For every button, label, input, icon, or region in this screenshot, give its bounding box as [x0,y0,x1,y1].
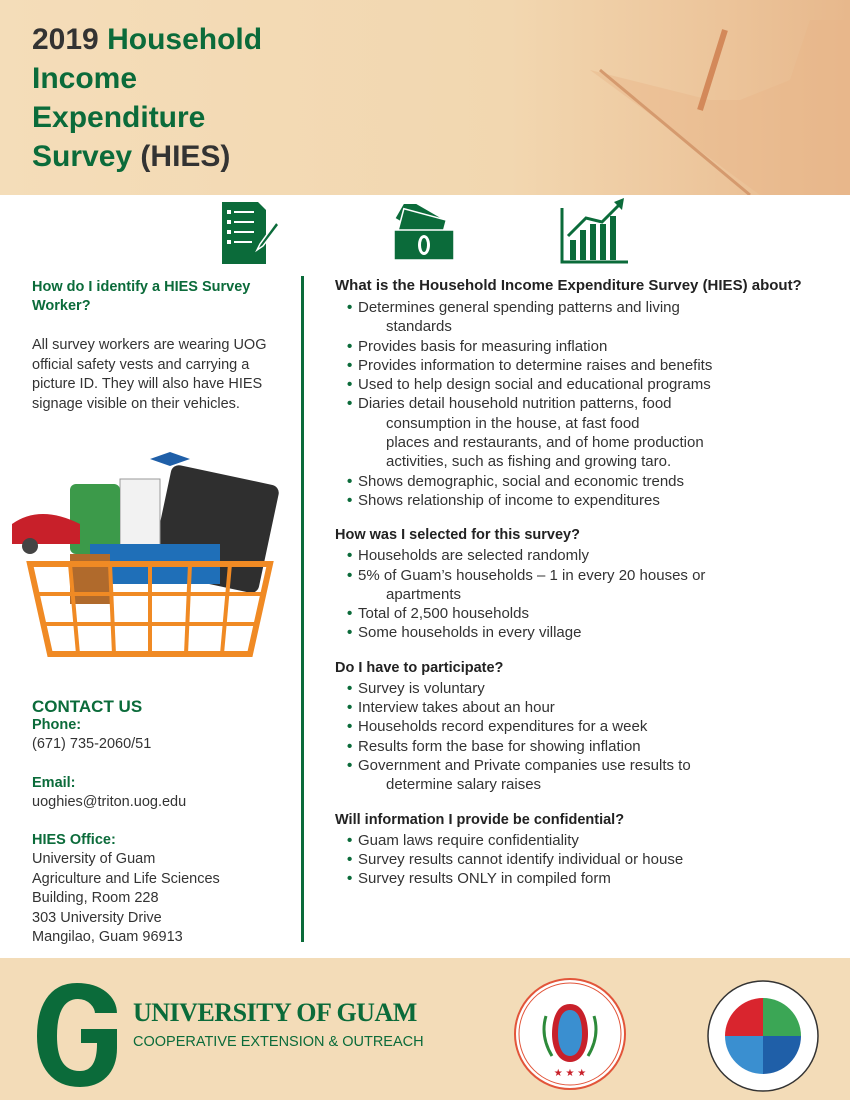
list-item [347,717,815,736]
uog-subtitle: COOPERATIVE EXTENSION & OUTREACH [133,1034,424,1050]
address-line: 303 University Drive [32,909,162,926]
email-label: Email: [32,774,76,791]
phone-label: Phone: [32,717,82,733]
section-heading: What is the Household Income Expenditure Survey (HIES) about? [335,277,802,294]
money-icon [388,204,458,264]
column-divider [301,276,304,942]
list-item-text: Shows demographic, social and economic trends [358,472,685,490]
footer [0,958,850,1100]
list-item-text: Shows relationship of income to expenditures [358,491,660,509]
page-title: 2019 Household Income Expenditure Survey (HIES) [32,23,263,173]
identify-heading: How do I identify a HIES Survey Worker? [32,279,251,314]
growth-chart-icon [560,198,630,266]
bullet-list [335,298,815,510]
list-item-text: Diaries detail household nutrition patterns, food [358,395,672,413]
list-item [347,472,815,491]
list-item-text: apartments [386,585,462,603]
list-item [347,356,815,375]
list-item [347,337,815,356]
section-heading: How was I selected for this survey? [335,527,580,544]
left-column [32,278,287,948]
list-item-text: Households are selected randomly [358,547,589,565]
bureau-of-statistics-seal [705,978,821,1094]
list-item-text: Used to help design social and educational programs [358,376,711,394]
list-item-text: 5% of Guam’s households – 1 in every 20 houses or [358,566,706,584]
list-item-text: Results form the base for showing inflation [358,737,641,755]
address-line: University of Guam [32,851,156,867]
list-item-text: Government and Private companies use results to [358,756,691,774]
section [335,659,815,795]
list-item-text: Households record expenditures for a week [358,718,648,736]
department-of-labor-seal [512,976,628,1092]
list-item [347,491,815,510]
list-item-text: Survey is voluntary [358,679,485,697]
list-item [347,756,815,795]
list-item [347,298,815,337]
list-item-text: places and restaurants, and of home production [386,434,704,452]
uog-logo [32,978,122,1093]
bullet-list [335,679,815,795]
address-line: Building, Room 228 [32,890,159,906]
list-item [347,623,815,642]
section [335,276,815,510]
list-item [347,566,815,605]
list-item-text: Provides information to determine raises and benefits [358,356,713,374]
address-line: Mangilao, Guam 96913 [32,929,183,945]
list-item-text: standards [386,318,452,336]
list-item-text: Interview takes about an hour [358,699,555,717]
list-item [347,869,815,888]
list-item [347,679,815,698]
list-item-text: Provides basis for measuring inflation [358,337,608,355]
list-item [347,604,815,623]
list-item [347,850,815,869]
header-banner [0,0,850,195]
right-column [335,276,815,904]
survey-form-icon [220,200,280,266]
contact-heading: CONTACT US [32,697,143,716]
office-address [32,850,287,948]
section [335,811,815,889]
list-item-text: Survey results ONLY in compiled form [358,870,611,888]
section-heading: Will information I provide be confidential? [335,811,625,828]
email-value[interactable]: uoghies@triton.uog.edu [32,793,187,810]
shopping-basket-illustration [10,434,290,664]
icon-row [0,200,850,270]
list-item-text: determine salary raises [386,776,542,794]
list-item-text: consumption in the house, at fast food [386,414,640,432]
bullet-list [335,546,815,642]
list-item [347,831,815,850]
list-item [347,394,815,471]
hand-writing-photo [590,20,850,195]
list-item [347,546,815,565]
identify-text: All survey workers are wearing UOG official safety vests and carrying a picture ID. They will also have HIES signage visible on their vehicles. [32,337,267,412]
list-item [347,698,815,717]
svg-text:★ ★ ★: ★ ★ ★ [553,1068,587,1079]
list-item-text: Survey results cannot identify individual or house [358,850,684,868]
list-item-text: Determines general spending patterns and living [358,299,680,316]
section [335,526,815,642]
list-item [347,737,815,756]
phone-value: (671) 735-2060/51 [32,736,152,752]
list-item-text: Guam laws require confidentiality [358,831,579,849]
uog-name: UNIVERSITY OF GUAM [133,998,417,1027]
address-line: Agriculture and Life Sciences [32,870,220,887]
section-heading: Do I have to participate? [335,659,504,676]
list-item-text: activities, such as fishing and growing taro. [386,453,672,471]
list-item-text: Total of 2,500 households [358,605,529,623]
list-item-text: Some households in every village [358,624,582,642]
office-label: HIES Office: [32,832,116,848]
bullet-list [335,831,815,889]
list-item [347,375,815,394]
